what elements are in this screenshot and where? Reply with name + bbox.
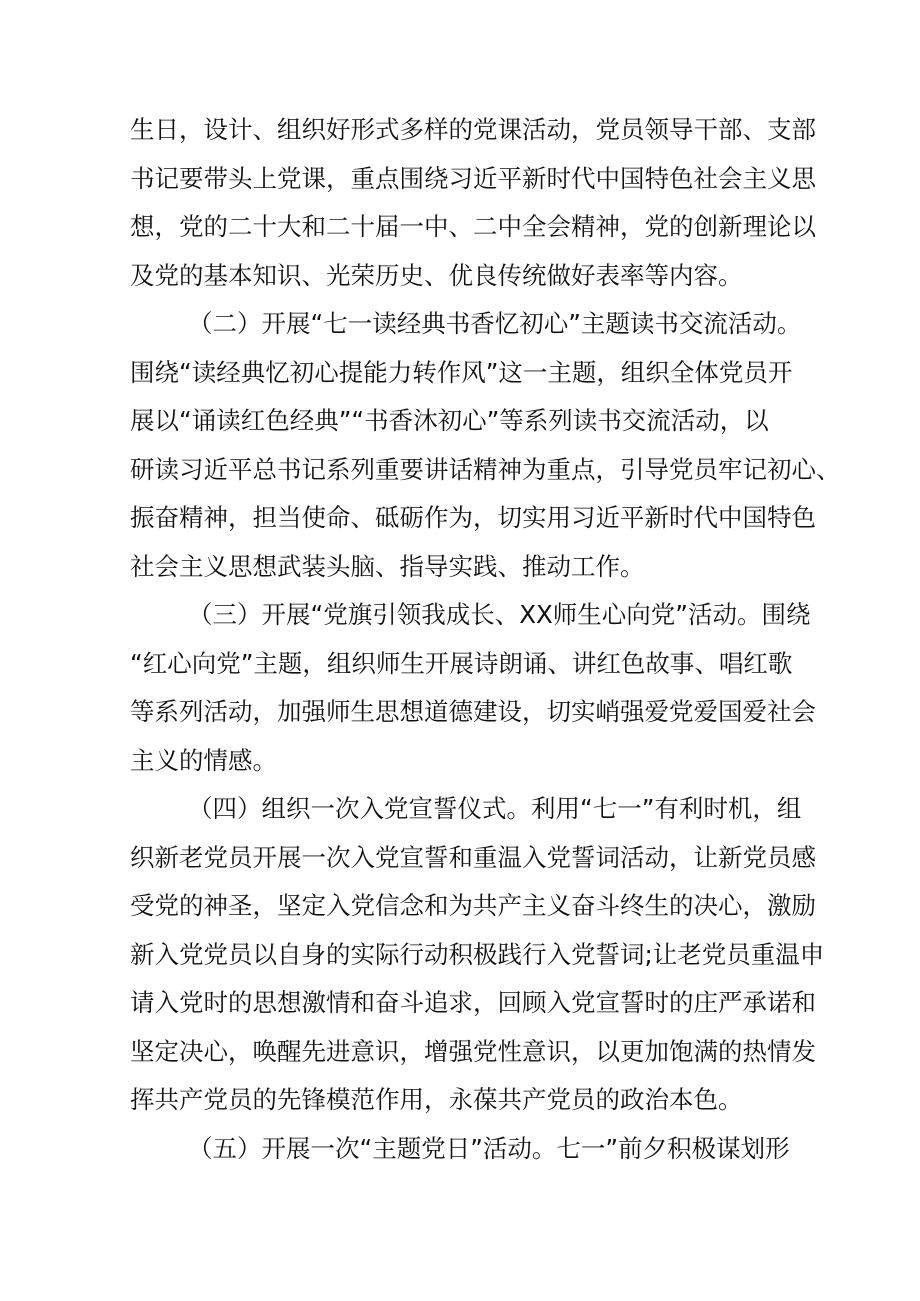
text-line: 挥共产党员的先锋模范作用，永葆共产党员的政治本色。	[130, 1085, 743, 1114]
text-line: 生日，设计、组织好形式多样的党课活动，党员领导干部、支部	[130, 115, 816, 144]
text-line: 坚定决心，唤醒先进意识，增强党性意识，以更加饱满的热情发	[130, 1036, 816, 1066]
text-line: “红心向党”主题，组织师生开展诗朗诵、讲红色故事、唱红歌	[130, 648, 793, 678]
document-body	[130, 106, 841, 1173]
section-heading-line: （五）开展一次“主题党日”活动。七一”前夕积极谋划形	[188, 1133, 790, 1163]
text-line: 研读习近平总书记系列重要讲话精神为重点，引导党员牢记初心、	[130, 454, 841, 484]
text-line: 围绕“读经典忆初心提能力转作风”这一主题，组织全体党员开	[130, 357, 793, 387]
text-line: 新入党党员以自身的实际行动积极践行入党誓词;让老党员重温申	[130, 939, 825, 969]
section-heading-line: （二）开展“七一读经典书香忆初心”主题读书交流活动。	[188, 309, 802, 338]
section-heading-line: （四）组织一次入党宣誓仪式。利用“七一”有利时机，组	[188, 794, 802, 823]
text-line: 社会主义思想武装头脑、指导实践、推动工作。	[130, 551, 645, 581]
text-line: 受党的神圣，坚定入党信念和为共产主义奋斗终生的决心，激励	[130, 891, 816, 920]
text-line: 等系列活动，加强师生思想道德建设，切实峭强爱党爱国爱社会	[130, 697, 816, 726]
text-line: 想，党的二十大和二十届一中、二中全会精神，党的创新理论以	[130, 212, 816, 241]
text-line: 书记要带头上党课，重点围绕习近平新时代中国特色社会主义思	[130, 163, 816, 193]
text-line: 主义的情感。	[130, 745, 277, 775]
section-heading-line: （三）开展“党旗引领我成长、XX师生心向党”活动。围绕	[188, 600, 811, 629]
text-line: 展以“诵读红色经典”“书香沐初心”等系列读书交流活动，以	[130, 406, 769, 435]
text-line: 织新老党员开展一次入党宣誓和重温入党誓词活动，让新党员感	[130, 842, 816, 872]
text-line: 及党的基本知识、光荣历史、优良传统做好表率等内容。	[130, 260, 743, 290]
text-line: 请入党时的思想激情和奋斗追求，回顾入党宣誓时的庄严承诺和	[130, 988, 816, 1017]
text-line: 振奋精神，担当使命、砥砺作为，切实用习近平新时代中国特色	[130, 503, 816, 532]
